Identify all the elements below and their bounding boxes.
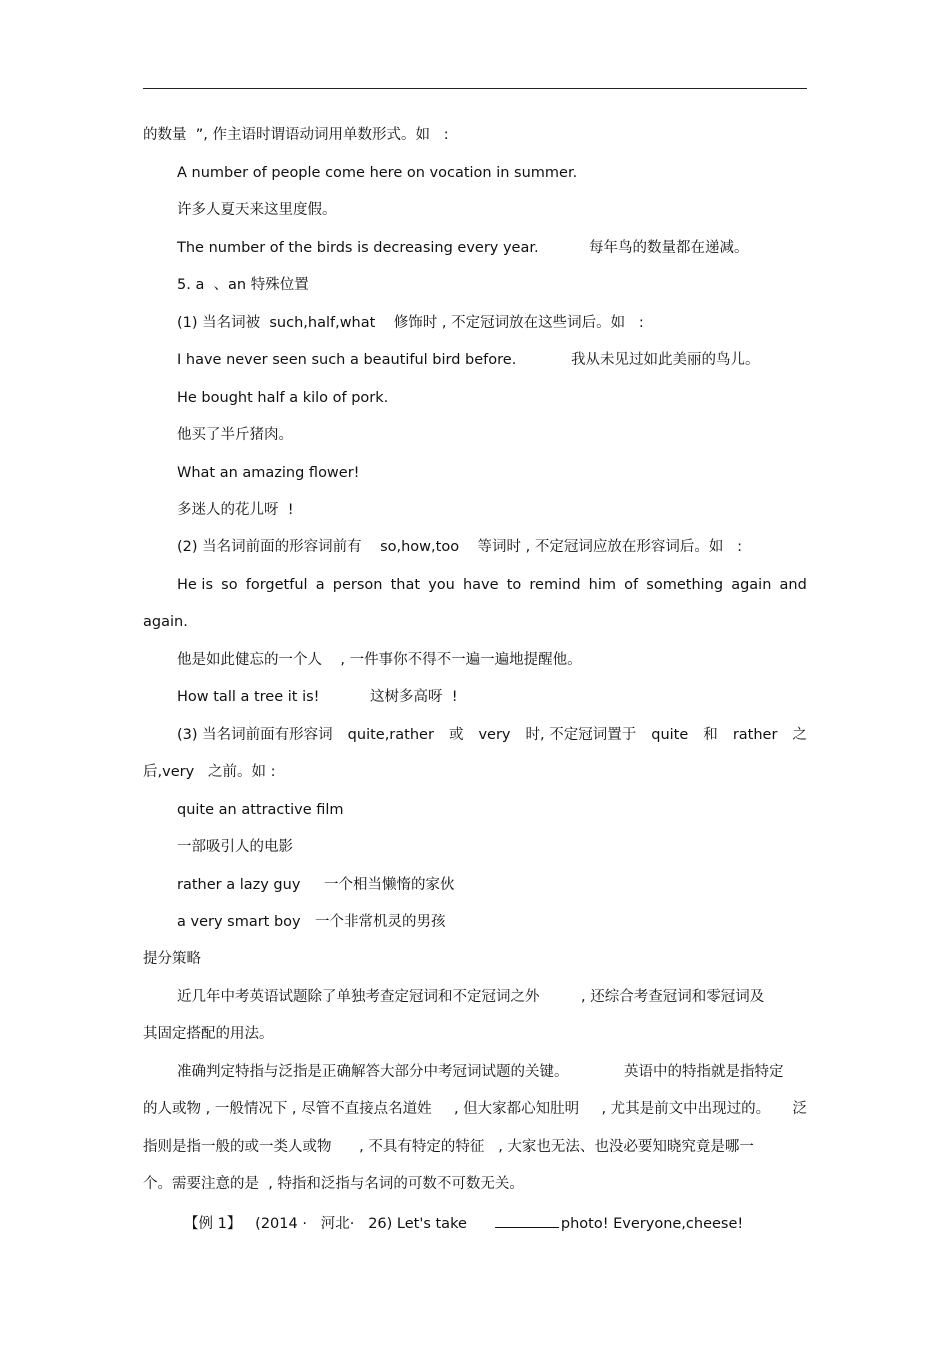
word: of (624, 577, 639, 593)
rule-line: (2) 当名词前面的形容词前有 so,how,too 等词时 , 不定冠词应放在形容词后。如 : (177, 539, 743, 555)
translation-line: 许多人夏天来这里度假。 (177, 202, 337, 218)
section-title: 提分策略 (143, 951, 201, 967)
paragraph-line: 其固定搭配的用法。 (143, 1026, 274, 1042)
phrase: , 但大家都心知肚明 (453, 1101, 580, 1117)
word: He is (177, 577, 214, 593)
phrase: 或 (448, 727, 464, 743)
translation-line: 他是如此健忘的一个人 , 一件事你不得不一遍一遍地提醒他。 (177, 652, 582, 668)
exercise-tail: photo! Everyone,cheese! (560, 1216, 744, 1232)
answer-blank[interactable] (495, 1213, 559, 1228)
justified-example-line (177, 576, 807, 594)
example-phrase: quite an attractive film (177, 802, 344, 818)
text-line: 的数量 ”, 作主语时谓语动词用单数形式。如 : (143, 127, 449, 143)
translation-line: 我从未见过如此美丽的鸟儿。 (571, 352, 760, 368)
word: to (506, 577, 522, 593)
example-sentence: The number of the birds is decreasing every year. (177, 240, 539, 256)
word: again (731, 577, 772, 593)
phrase: rather (732, 727, 778, 743)
example-sentence: What an amazing flower! (177, 465, 360, 481)
paragraph-line: 准确判定特指与泛指是正确解答大部分中考冠词试题的关键。 (177, 1064, 569, 1080)
word: person (332, 577, 383, 593)
phrase: , 尤其是前文中出现过的。 (601, 1101, 771, 1117)
translation-line: 一个相当懒惰的家伙 (324, 877, 455, 893)
word: so (221, 577, 238, 593)
word: you (428, 577, 455, 593)
text-line: again. (143, 614, 188, 630)
phrase: 和 (703, 727, 718, 743)
header-rule (143, 88, 807, 89)
translation-line: 一部吸引人的电影 (177, 839, 293, 855)
phrase: quite,rather (347, 727, 434, 743)
translation-line: 多迷人的花儿呀 ! (177, 502, 294, 518)
paragraph-line: 指则是指一般的或一类人或物 , 不具有特定的特征 , 大家也无法、也没必要知晓究竟是哪一 (143, 1139, 754, 1155)
paragraph-line: 英语中的特指就是指特定 (624, 1064, 784, 1080)
translation-line: 每年鸟的数量都在递减。 (589, 240, 749, 256)
word: a (315, 577, 325, 593)
translation-line: 一个非常机灵的男孩 (315, 914, 446, 930)
exercise-line (184, 1213, 743, 1233)
paragraph-line: 近几年中考英语试题除了单独考查定冠词和不定冠词之外 , 还综合考查冠词和零冠词及 (177, 989, 765, 1005)
word: him (588, 577, 617, 593)
translation-line: 这树多高呀 ! (370, 689, 458, 705)
word: have (462, 577, 499, 593)
phrase: 泛 (792, 1101, 807, 1117)
phrase: 之 (792, 727, 807, 743)
justified-rule-line (177, 726, 807, 744)
example-sentence: I have never seen such a beautiful bird before. (177, 352, 517, 368)
phrase: (3) 当名词前面有形容词 (177, 727, 333, 743)
example-sentence: How tall a tree it is! (177, 689, 320, 705)
phrase: 的人或物 , 一般情况下 , 尽管不直接点名道姓 (143, 1101, 432, 1117)
phrase: 时, 不定冠词置于 (525, 727, 637, 743)
word: forgetful (245, 577, 308, 593)
translation-line: 他买了半斤猪肉。 (177, 427, 293, 443)
exercise-prompt: 【例 1】 (2014 · 河北· 26) Let's take (184, 1216, 467, 1232)
section-heading: 5. a 、an 特殊位置 (177, 277, 309, 293)
word: that (390, 577, 421, 593)
example-sentence: He bought half a kilo of pork. (177, 390, 389, 406)
paragraph-line: 个。需要注意的是 , 特指和泛指与名词的可数不可数无关。 (143, 1176, 524, 1192)
word: remind (529, 577, 581, 593)
justified-paragraph-line (143, 1100, 807, 1118)
word: and (779, 577, 807, 593)
phrase: quite (651, 727, 689, 743)
phrase: very (478, 727, 511, 743)
example-sentence: A number of people come here on vocation in summer. (177, 165, 578, 181)
word: something (646, 577, 724, 593)
text-line: 后,very 之前。如 : (143, 764, 276, 780)
example-phrase: a very smart boy (177, 914, 301, 930)
rule-line: (1) 当名词被 such,half,what 修饰时 , 不定冠词放在这些词后。如 : (177, 315, 644, 331)
example-phrase: rather a lazy guy (177, 877, 301, 893)
